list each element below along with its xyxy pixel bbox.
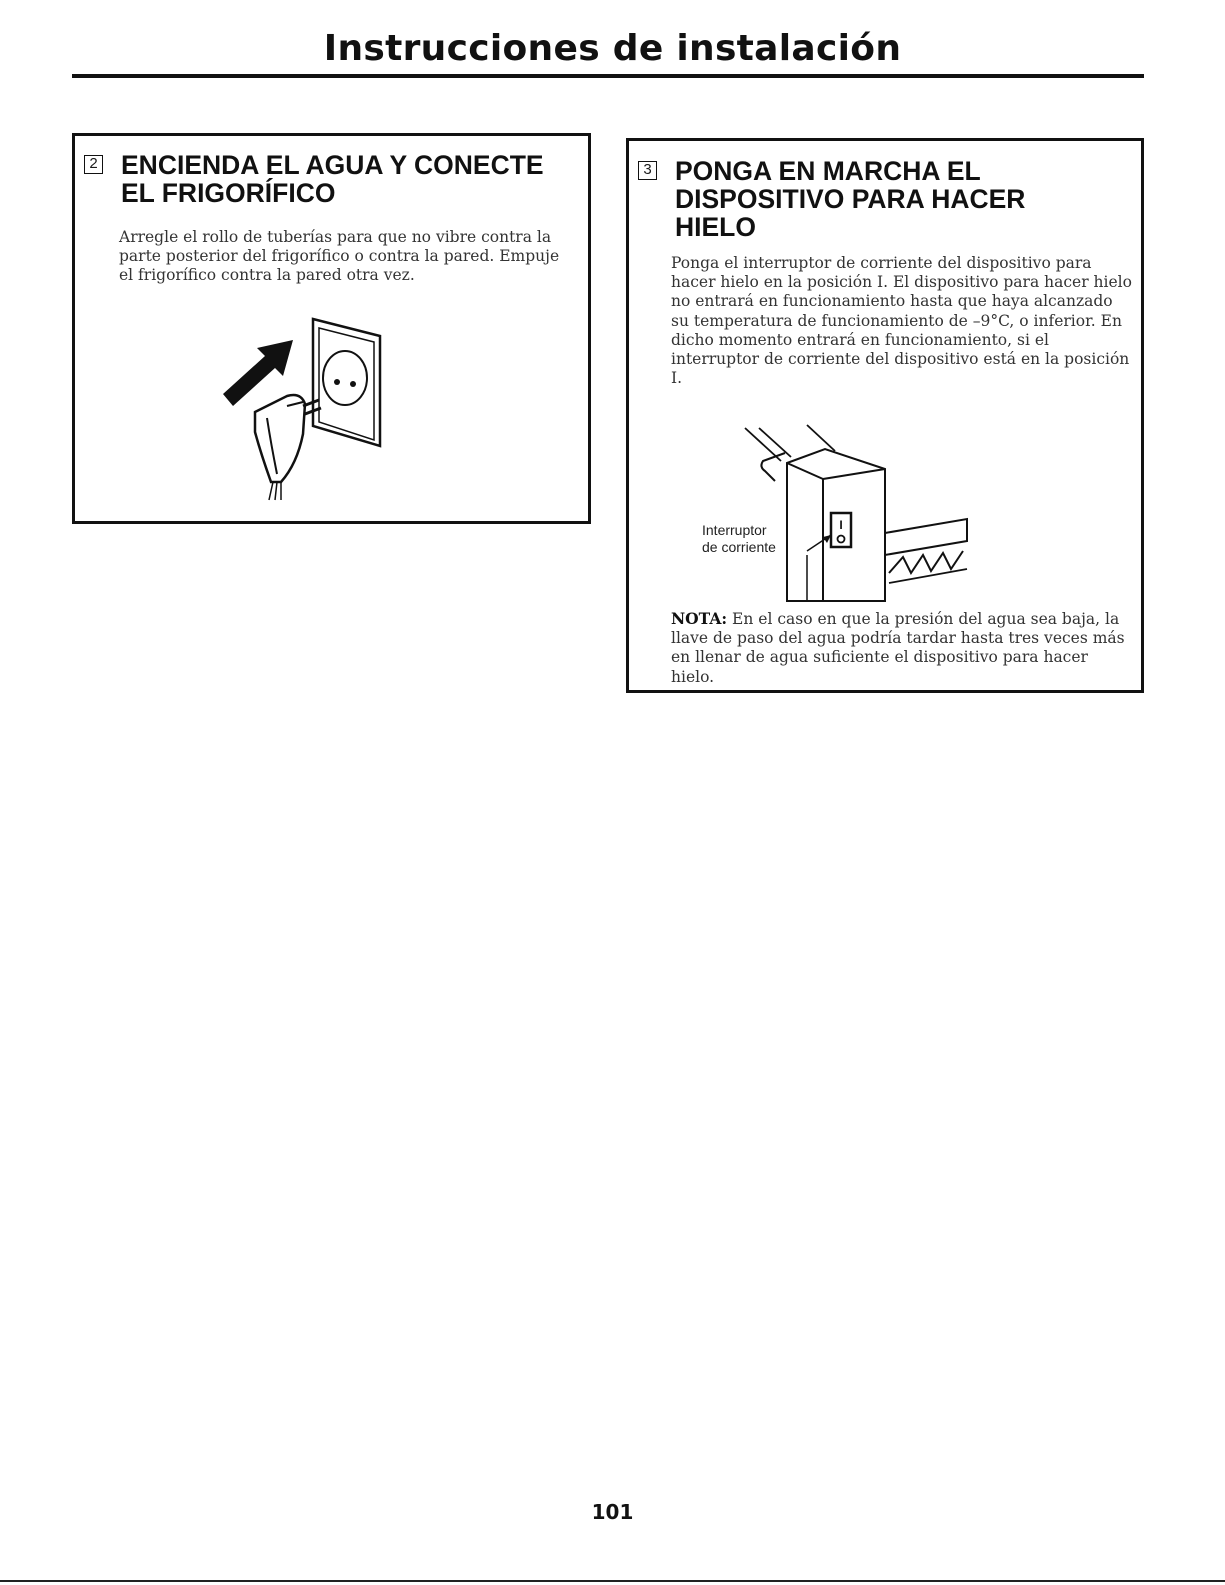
section-start-icemaker [626,138,1144,693]
section-connect-refrigerator [72,133,591,524]
callout-label: de corriente [702,539,776,555]
plug [255,395,305,482]
step-number-box: 3 [638,161,657,180]
socket [323,351,367,405]
bottom-divider [0,1580,1225,1582]
section-heading-line: ENCIENDA EL AGUA Y CONECTE [121,150,544,180]
switch-on-symbol: I [839,518,843,532]
direction-arrow-icon [223,340,293,406]
section-heading [675,157,1135,241]
section-heading-line: DISPOSITIVO PARA HACER [675,184,1026,214]
note-text: En el caso en que la presión del agua sea baja, la llave de paso del agua podría tardar hasta tres veces más en llenar de agua suficiente el dispositivo para hacer hielo. [671,610,1125,686]
section-heading-line: PONGA EN MARCHA EL [675,156,981,186]
section-heading-line: EL FRIGORÍFICO [121,178,336,208]
title-divider [72,74,1144,78]
section-body-text: Arregle el rollo de tuberías para que no vibre contra la parte posterior del frigorífico o contra la pared. Empuje el frigorífico contra la pared otra vez. [119,228,560,285]
plug-outlet-illustration [215,314,415,504]
step-number-box: 2 [84,155,103,174]
callout-label: Interruptor [702,522,767,538]
section-body-text: Ponga el interruptor de corriente del dispositivo para hacer hielo en la posición I. El dispositivo para hacer hielo no entrará en funcionamiento hasta que haya alcanzado su temperatura de funcionamiento de –9°C, o inferior. En dicho momento entrará en funcionamiento, si el interruptor de corriente del dispositivo está en la posición I. [671,254,1132,388]
note-paragraph [671,609,1126,687]
note-label: NOTA: [671,609,728,628]
icemaker-illustration [689,423,989,605]
section-heading [121,151,581,207]
ice-tray [885,519,967,555]
section-heading-line: HIELO [675,212,756,242]
page-title: Instrucciones de instalación [323,28,902,69]
page-number: 101 [591,1500,634,1524]
